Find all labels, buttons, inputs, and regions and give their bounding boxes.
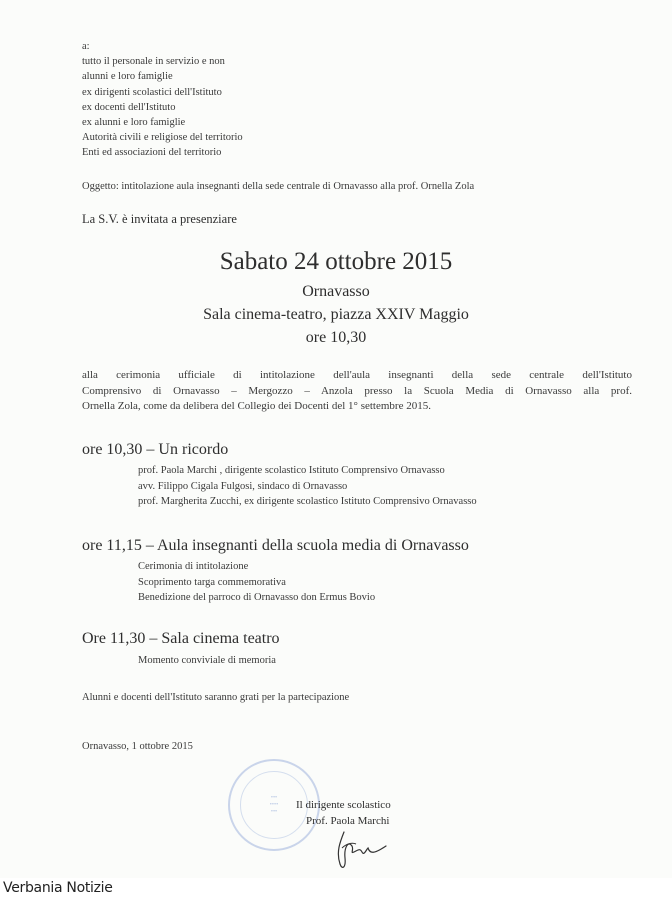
program-section-title: ore 10,30 – Un ricordo (82, 441, 229, 458)
program-section-items (138, 463, 477, 510)
program-item: Cerimonia di intitolazione (138, 561, 249, 572)
program-item: Scoprimento targa commemorativa (138, 576, 286, 588)
recipients-list (82, 39, 243, 161)
invitation-line: La S.V. è invitata a presenziare (82, 212, 237, 226)
program-section-title: Ore 11,30 – Sala cinema teatro (82, 630, 280, 647)
program-item: Momento conviviale di memoria (138, 655, 276, 666)
description-line: alla cerimonia ufficiale di intitolazione dell'aula insegnanti della sede centrale dell'Istituto (82, 369, 632, 381)
program-item: Benedizione del parroco di Ornavasso don Ermus Bovio (138, 592, 376, 603)
stamp-decoration: ••• •••• ••• (269, 795, 279, 815)
recipient-item: ex alunni e loro famiglie (82, 116, 186, 128)
program-section-items (138, 559, 375, 606)
program-section-title: ore 11,15 – Aula insegnanti della scuola media di Ornavasso (82, 537, 469, 554)
recipient-item: alunni e loro famiglie (82, 71, 173, 83)
recipient-item: Autorità civili e religiose del territorio (82, 132, 243, 144)
footer-bar (0, 878, 672, 900)
program-section-items (138, 653, 276, 669)
recipient-item: tutto il personale in servizio e non (82, 56, 225, 68)
closing-line: Alunni e docenti dell'Istituto saranno grati per la partecipazione (82, 692, 350, 703)
source-watermark: Verbania Notizie (3, 880, 113, 896)
event-time: ore 10,30 (305, 329, 367, 346)
event-town: Ornavasso (302, 283, 370, 300)
recipients-label: a: (82, 41, 90, 52)
signatory-title: Il dirigente scolastico (296, 799, 391, 811)
subject-line: Oggetto: intitolazione aula insegnanti della sede centrale di Ornavasso alla prof. Ornella Zola (82, 181, 475, 192)
description-line: Comprensivo di Ornavasso – Mergozzo – Anzola presso la Scuola Media di Ornavasso alla prof. (82, 384, 632, 397)
signature-icon (330, 828, 400, 873)
program-item: avv. Filippo Cigala Fulgosi, sindaco di Ornavasso (138, 480, 348, 492)
place-date: Ornavasso, 1 ottobre 2015 (82, 741, 193, 752)
recipient-item: Enti ed associazioni del territorio (82, 147, 222, 159)
event-date: Sabato 24 ottobre 2015 (219, 248, 453, 275)
ceremony-description (82, 368, 632, 415)
program-item: prof. Paola Marchi , dirigente scolastico Istituto Comprensivo Ornavasso (138, 465, 445, 476)
program-item: prof. Margherita Zucchi, ex dirigente scolastico Istituto Comprensivo Ornavasso (138, 496, 477, 507)
signatory-name: Prof. Paola Marchi (306, 815, 390, 827)
event-venue: Sala cinema-teatro, piazza XXIV Maggio (203, 306, 469, 323)
recipient-item: ex docenti dell'Istituto (82, 101, 176, 113)
recipient-item: ex dirigenti scolastici dell'Istituto (82, 86, 222, 98)
description-line: Ornella Zola, come da delibera del Collegio dei Docenti del 1° settembre 2015. (82, 400, 431, 412)
